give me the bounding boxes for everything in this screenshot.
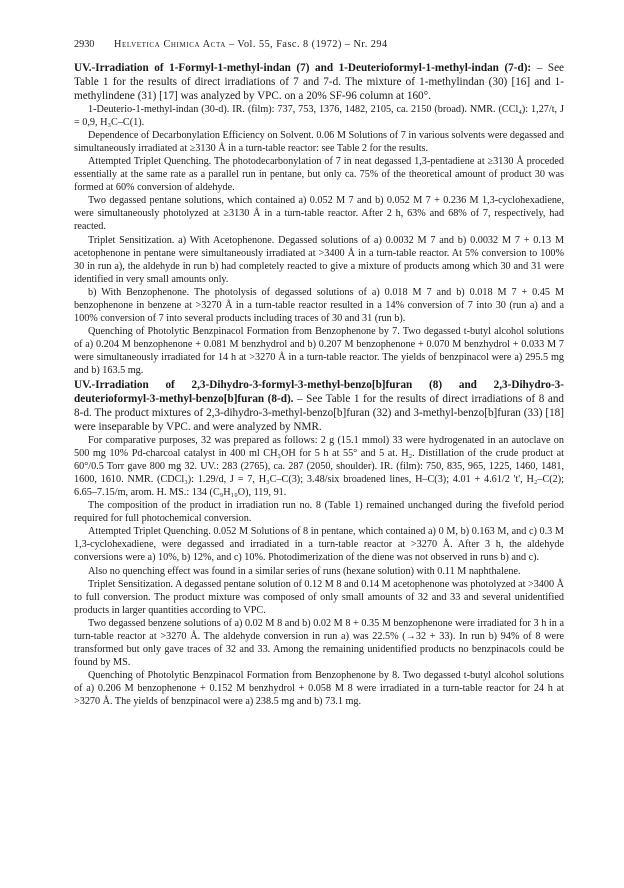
section-intro: – See Table 1 for the results of direct irradiations of 7 and 7-d. The mixture of 1-methylindan (30) [16] and 1-methylindene (31) [17] was analyzed by VPC. on a 20% SF-96 column at 160°. <box>74 62 565 103</box>
paragraph: Two degassed pentane solutions, which contained a) 0.052 M 7 and b) 0.052 M 7 + 0.236 M 1,3-cyclohexadiene, were simultaneously photolyzed at ≥3130 Å in a turn-table reactor. After 2 h, 63% and 68% of 7, respectively, had reacted. <box>74 195 564 233</box>
section-heading: UV.-Irradiation of 2,3-Dihydro-3-formyl-3-methyl-benzo[b]furan (8) and 2,3-Dihydro-3-deuterioformyl-3-methyl-benzo[b]furan (8-d). – See Table 1 for the results of direct irradiations of 8 and 8-d. The product mixtures of 2,3-dihydro-3-methyl-benzo[b]furan (32) and 3-methyl-benzo[b]furan (33) [18] were inseparable by VPC. and were analyzed by NMR. <box>74 379 565 434</box>
paragraph: Two degassed benzene solutions of a) 0.02 M 8 and b) 0.02 M 8 + 0.35 M benzophenone were irradiated for 3 h in a turn-table reactor at >3270 Å. The aldehyde conversion in run a) was 22.5% (→32 + 33). In run b) 94% of 8 were transformed but only gave traces of 32 and 33. Among the remaining unidentified products no benzpinacols could be found by MS. <box>74 617 564 668</box>
section-aldehyde-7 <box>74 61 564 377</box>
page-number: 2930 <box>74 39 95 50</box>
paragraph: Triplet Sensitization. A degassed pentane solution of 0.12 M 8 and 0.14 M acetophenone was photolyzed at >3400 Å to full conversion. The product mixture was composed of only small amounts of 32 and 33 and several unidentified products in larger quantities according to VPC. <box>74 578 564 616</box>
journal-name: Helvetica Chimica Acta <box>114 39 226 50</box>
paragraph: Also no quenching effect was found in a similar series of runs (hexane solution) with 0.11 M naphthalene. <box>88 565 521 577</box>
paragraph: Quenching of Photolytic Benzpinacol Formation from Benzophenone by 8. Two degassed t-butyl alcohol solutions of a) 0.206 M benzophenone + 0.152 M benzhydrol + 0.058 M 8 were irradiated in a turn-table reactor for 24 h at >3270 Å. The yields of benzpinacol were a) 238.5 mg and b) 73.1 mg. <box>74 669 564 707</box>
journal-title <box>114 38 388 51</box>
running-head <box>74 38 564 51</box>
paragraph: For comparative purposes, 32 was prepared as follows: 2 g (15.1 mmol) 33 were hydrogenated in an autoclave on 500 mg 10% Pd-charcoal catalyst in 400 ml CH₃OH for 5 h at 55° and 5 at. H₂. Distillation of the crude product at 60°/0.5 Torr gave 800 mg 32. UV.: 283 (2765), ca. 287 (2050, shoulder). IR. (film): 750, 835, 965, 1225, 1460, 1481, 1600, 1610. NMR. (CDCl₃): 1.29/d, J = 7, H₃C–C(3); 3.48/six broadened lines, H–C(3); 4.01 + 4.61/2 't', H₂–C(2); 6.65–7.15/m, arom. H. MS.: 134 (C₉H₁₀O), 119, 91. <box>74 435 564 499</box>
paragraph: Attempted Triplet Quenching. The photodecarbonylation of 7 in neat degassed 1,3-pentadiene at ≥3130 Å proceded essentially at the same rate as a parallel run in pentane, but only ca. 75% of the theoretical amount of product 30 was formed at 60% conversion of aldehyde. <box>74 156 564 194</box>
paragraph: 1-Deuterio-1-methyl-indan (30-d). IR. (film): 737, 753, 1376, 1482, 2105, ca. 2150 (broad). NMR. (CCl₄): 1,27/t, J = 0,9, H₃C–C(1). <box>74 104 564 129</box>
paragraph: Triplet Sensitization. a) With Acetophenone. Degassed solutions of a) 0.0032 M 7 and b) 0.0032 M 7 + 0.13 M acetophenone in pentane were simultaneously irradiated at >3400 Å in a turn-table reactor. At 5% conversion to 100% 30 in run a), the aldehyde in run b) had completely reacted to give a mixture of products among which 30 and 31 were identified in very small amounts only. <box>74 234 564 285</box>
section-aldehyde-8 <box>74 378 564 708</box>
paragraph: Quenching of Photolytic Benzpinacol Formation from Benzophenone by 7. Two degassed t-butyl alcohol solutions of a) 0.204 M benzophenone + 0.081 M benzhydrol and b) 0.207 M benzophenone + 0.070 M benzhydrol + 0.033 M 7 were simultaneously irradiated for 14 h at >3270 Å in a turn-table reactor. The yields of benzpinacol were a) 295.5 mg and b) 163.5 mg. <box>74 325 564 376</box>
section-intro: – See Table 1 for the results of direct irradiations of 8 and 8-d. The product mixtures of 2,3-dihydro-3-methyl-benzo[b]furan (32) and 3-methyl-benzo[b]furan (33) [18] were inseparable by VPC. and were analyzed by NMR. <box>74 393 565 434</box>
paragraph: Attempted Triplet Quenching. 0.052 M Solutions of 8 in pentane, which contained a) 0 M, b) 0.163 M, and c) 0.3 M 1,3-cyclohexadiene, were degassed and irradiated in a turn-table reactor at >3270 Å. After 3 h, the aldehyde conversions were a) 10%, b) 12%, and c) 10%. Photodimerization of the diene was not observed in runs b) and c). <box>74 526 564 564</box>
section-heading: UV.-Irradiation of 1-Formyl-1-methyl-indan (7) and 1-Deuterioformyl-1-methyl-indan (7-d): – See Table 1 for the results of direct irradiations of 7 and 7-d. The mixture of 1-methylindan (30) [16] and 1-methylindene (31) [17] was analyzed by VPC. on a 20% SF-96 column at 160°. <box>74 62 565 103</box>
journal-issue: – Vol. 55, Fasc. 8 (1972) – Nr. 294 <box>225 39 388 50</box>
paragraph: b) With Benzophenone. The photolysis of degassed solutions of a) 0.018 M 7 and b) 0.018 M 7 + 0.45 M benzophenone in benzene at >3270 Å in a turn-table reactor resulted in a 14% conversion of 7 into 30 (run a) and a 100% conversion of 7 into several products including traces of 30 and 31 (run b). <box>74 286 564 324</box>
paragraph: The composition of the product in irradiation run no. 8 (Table 1) remained unchanged during the fivefold period required for full photochemical conversion. <box>74 500 564 525</box>
paragraph: Dependence of Decarbonylation Efficiency on Solvent. 0.06 M Solutions of 7 in various solvents were degassed and simultaneously irradiated at ≥3130 Å in a turn-table reactor: see Table 2 for the results. <box>74 130 564 155</box>
